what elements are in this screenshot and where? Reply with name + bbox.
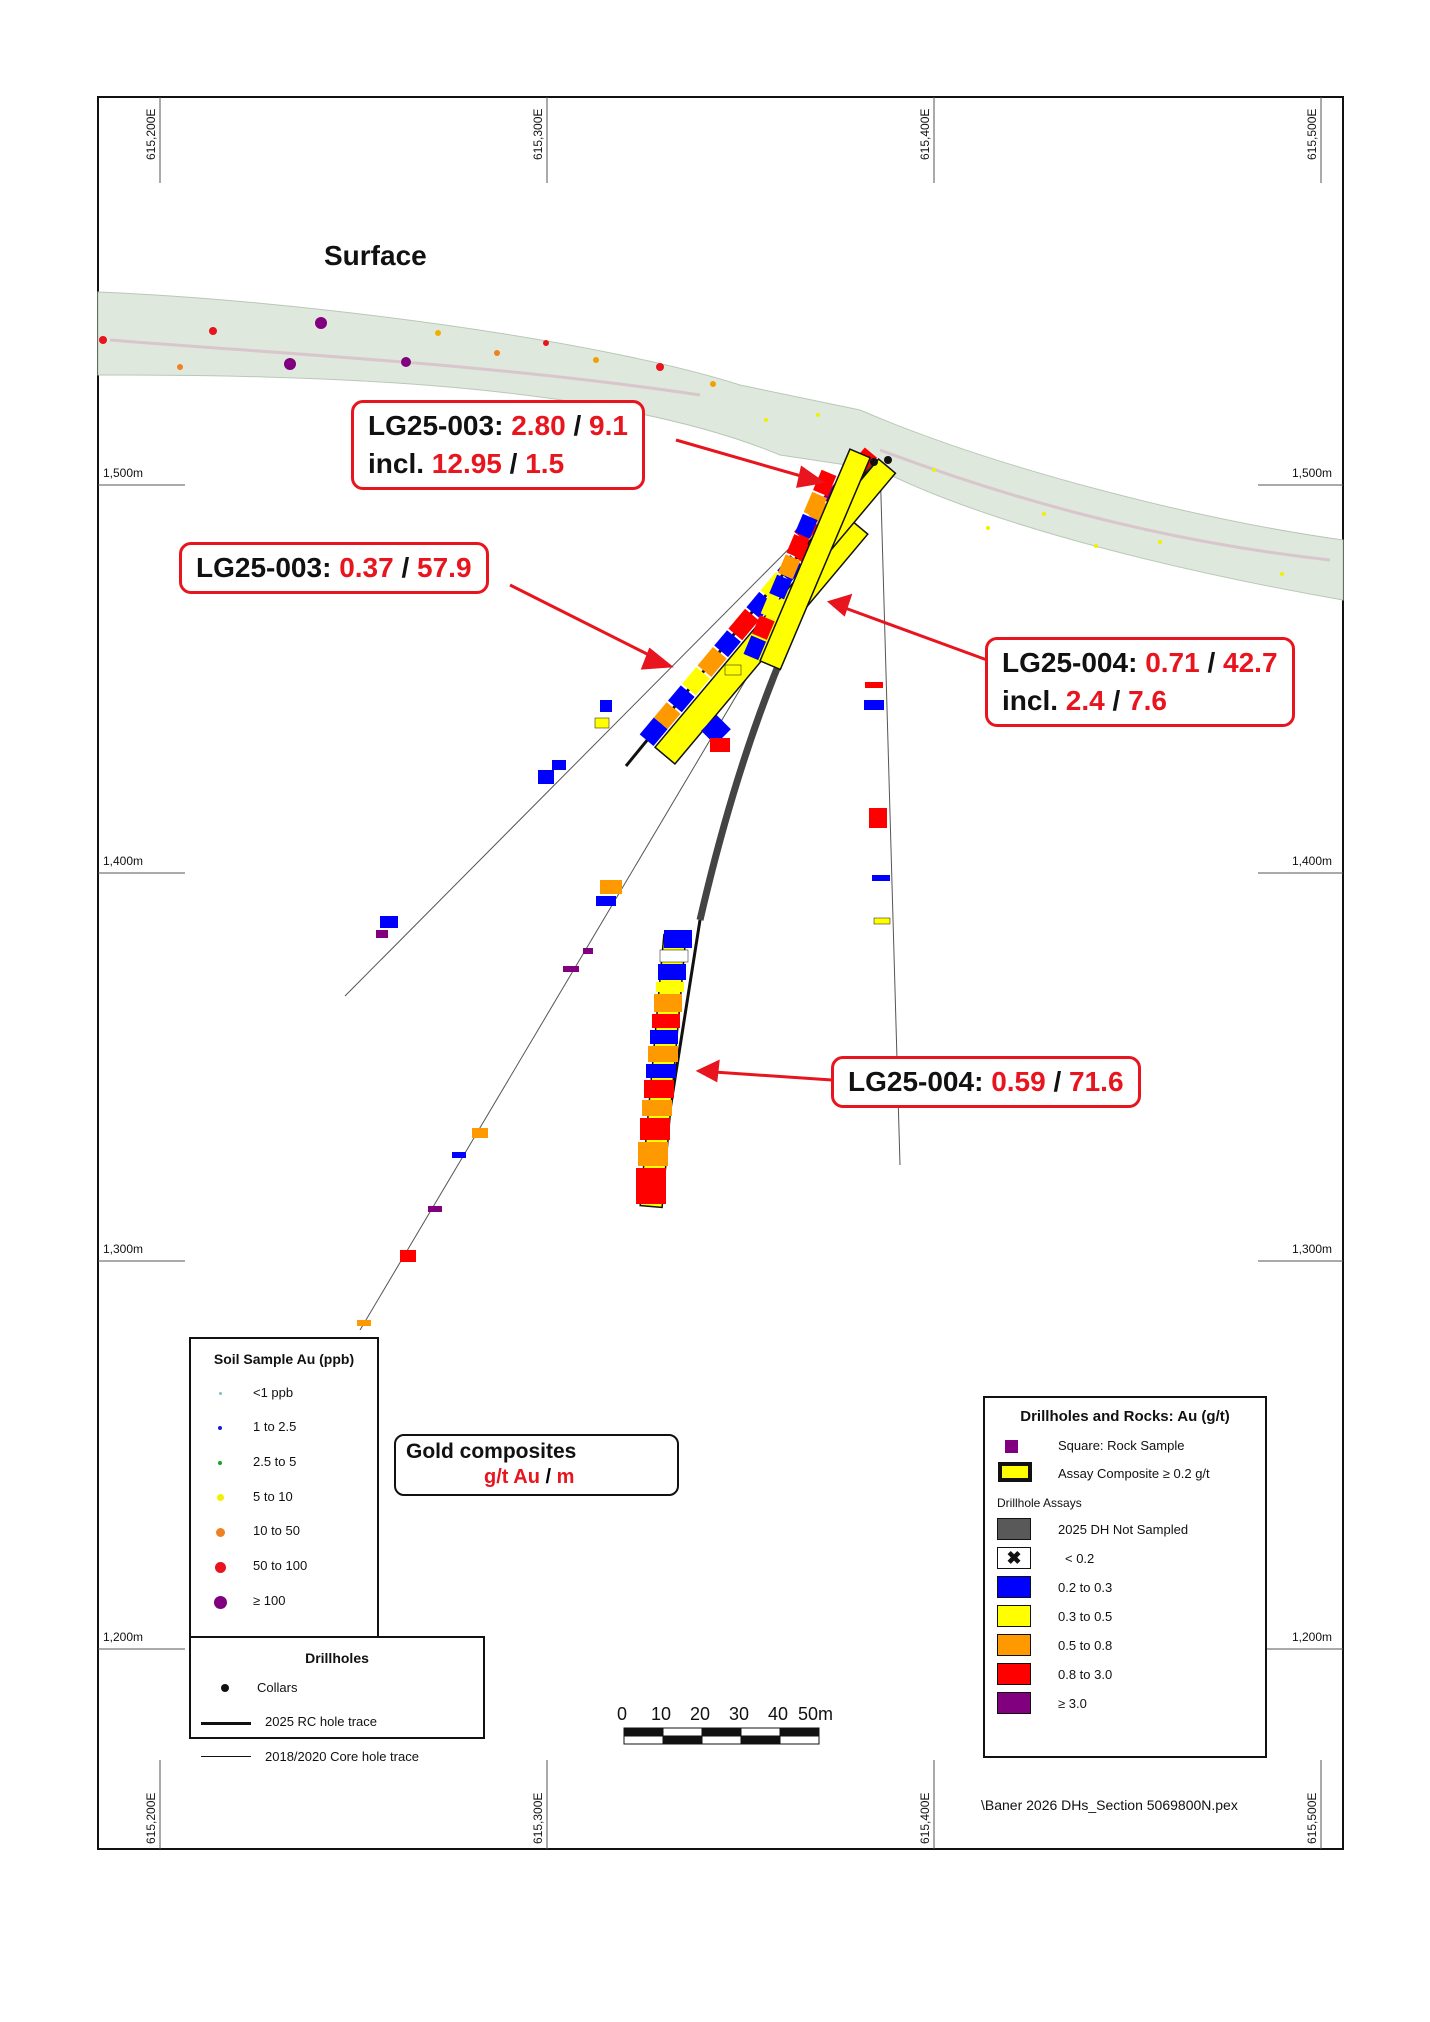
callout-incl-length: 7.6	[1128, 685, 1168, 716]
assay-legend	[983, 1396, 1267, 1758]
assay-legend-item: 0.8 to 3.0	[1058, 1667, 1113, 1682]
scale-label: 20	[690, 1704, 711, 1724]
assay-legend-item: 0.5 to 0.8	[1058, 1638, 1113, 1653]
callout-hole: LG25-003:	[368, 410, 504, 441]
collar	[884, 456, 892, 464]
gold-composites-unit1: g/t Au	[484, 1466, 540, 1488]
assay-swatch	[997, 1663, 1031, 1685]
callout-lg25-004-lower	[831, 1056, 1141, 1108]
callout-lg25-003	[179, 542, 489, 594]
soil-dot-icon	[219, 1392, 222, 1395]
callout-incl: incl.	[368, 448, 425, 479]
callout-length: 71.6	[1069, 1066, 1124, 1097]
callout-incl: incl.	[1002, 685, 1059, 716]
callout-grade: 0.71	[1145, 647, 1200, 678]
easting-label-top: 615,300E	[531, 108, 545, 160]
assay-swatch: ✖	[997, 1547, 1031, 1569]
lg25-004-lower-composite	[636, 930, 692, 1207]
elevation-label-right: 1,300m	[1292, 1242, 1333, 1256]
elevation-label-right: 1,400m	[1292, 854, 1333, 868]
callout-sep: /	[401, 552, 410, 583]
soil-legend-item: 2.5 to 5	[253, 1454, 297, 1469]
soil-legend-item: 1 to 2.5	[253, 1419, 297, 1434]
soil-dot-icon	[215, 1562, 226, 1573]
gold-composites-title: Gold composites	[406, 1440, 577, 1463]
elevation-label-left: 1,200m	[103, 1630, 144, 1644]
soil-dot-icon	[218, 1461, 222, 1465]
scale-label: 30	[729, 1704, 750, 1724]
scattered-assays	[357, 665, 890, 1326]
gold-composites-unit2: m	[556, 1466, 575, 1488]
scale-label: 40	[768, 1704, 789, 1724]
assay-legend-composite: Assay Composite ≥ 0.2 g/t	[1058, 1466, 1210, 1481]
elevation-label-left: 1,400m	[103, 854, 144, 868]
callout-sep: /	[1207, 647, 1216, 678]
elevation-label-right: 1,500m	[1292, 466, 1333, 480]
rock-sample-icon	[1005, 1440, 1018, 1453]
easting-label-bottom: 615,400E	[918, 1792, 932, 1844]
assay-legend-item: 2025 DH Not Sampled	[1058, 1522, 1189, 1537]
easting-label-bottom: 615,300E	[531, 1792, 545, 1844]
soil-dot-icon	[217, 1494, 224, 1501]
assay-legend-title: Drillholes and Rocks: Au (g/t)	[1020, 1408, 1230, 1425]
assay-legend-item: < 0.2	[1065, 1551, 1095, 1566]
scale-label: 10	[651, 1704, 672, 1724]
callout-length: 9.1	[589, 410, 628, 441]
assay-swatch	[997, 1576, 1031, 1598]
drillholes-legend-item: 2018/2020 Core hole trace	[265, 1749, 419, 1764]
callout-length: 57.9	[417, 552, 472, 583]
easting-label-bottom: 615,200E	[144, 1792, 158, 1844]
assay-legend-item: 0.3 to 0.5	[1058, 1609, 1113, 1624]
composite-swatch	[998, 1462, 1032, 1482]
callout-incl-grade: 12.95	[431, 448, 502, 479]
gold-composites-units	[484, 1466, 574, 1489]
assay-legend-subtitle: Drillhole Assays	[997, 1496, 1082, 1510]
scale-label: 0	[617, 1704, 628, 1724]
filename-label: \Baner 2026 DHs_Section 5069800N.pex	[981, 1797, 1238, 1813]
easting-label-top: 615,400E	[918, 108, 932, 160]
core-trace-icon	[201, 1756, 251, 1757]
drillholes-legend-title: Drillholes	[305, 1650, 369, 1666]
gold-composites-box	[394, 1434, 679, 1496]
soil-legend-item: ≥ 100	[253, 1593, 286, 1608]
callout-grade: 0.59	[991, 1066, 1046, 1097]
callout-length: 42.7	[1223, 647, 1278, 678]
callout-hole: LG25-003:	[196, 552, 332, 583]
elevation-label-left: 1,300m	[103, 1242, 144, 1256]
assay-legend-item: ≥ 3.0	[1058, 1696, 1087, 1711]
callout-incl-length: 1.5	[525, 448, 565, 479]
soil-legend-item: 10 to 50	[253, 1523, 300, 1538]
soil-dot-icon	[218, 1426, 222, 1430]
elevation-label-left: 1,500m	[103, 466, 144, 480]
callout-hole: LG25-004:	[848, 1066, 984, 1097]
assay-swatch	[997, 1692, 1031, 1714]
drillholes-legend-item: Collars	[257, 1680, 298, 1695]
assay-swatch	[997, 1518, 1031, 1540]
easting-label-top: 615,500E	[1305, 108, 1319, 160]
collar-icon	[221, 1684, 229, 1692]
callout-lg25-003-upper	[351, 400, 645, 490]
drillholes-legend-item: 2025 RC hole trace	[265, 1714, 378, 1729]
easting-label-top: 615,200E	[144, 108, 158, 160]
drillholes-legend	[189, 1636, 485, 1764]
callout-grade: 2.80	[511, 410, 566, 441]
easting-label-bottom: 615,500E	[1305, 1792, 1319, 1844]
soil-legend	[189, 1337, 379, 1640]
callout-sep: /	[509, 448, 518, 479]
gold-composites-sep: /	[545, 1466, 552, 1488]
collar	[870, 458, 878, 466]
assay-legend-item: 0.2 to 0.3	[1058, 1580, 1113, 1595]
soil-dot-icon	[214, 1596, 227, 1609]
rc-trace-icon	[201, 1722, 251, 1725]
callout-grade: 0.37	[339, 552, 394, 583]
soil-legend-title: Soil Sample Au (ppb)	[213, 1351, 355, 1367]
assay-swatch	[997, 1634, 1031, 1656]
soil-legend-item: <1 ppb	[253, 1385, 294, 1400]
callout-hole: LG25-004:	[1002, 647, 1138, 678]
callout-arrows	[510, 440, 987, 1080]
callout-lg25-004-upper	[985, 637, 1295, 727]
soil-legend-item: 50 to 100	[253, 1558, 308, 1573]
callout-sep: /	[573, 410, 582, 441]
callout-incl-grade: 2.4	[1065, 685, 1105, 716]
soil-legend-item: 5 to 10	[253, 1489, 293, 1504]
scale-label: 50m	[798, 1704, 834, 1724]
elevation-label-right: 1,200m	[1292, 1630, 1333, 1644]
assay-swatch	[997, 1605, 1031, 1627]
callout-sep: /	[1053, 1066, 1062, 1097]
callout-sep: /	[1112, 685, 1121, 716]
surface-label: Surface	[324, 240, 427, 271]
scale-bar-graphic	[624, 1728, 819, 1744]
assay-legend-rock: Square: Rock Sample	[1058, 1438, 1185, 1453]
soil-dot-icon	[216, 1528, 225, 1537]
